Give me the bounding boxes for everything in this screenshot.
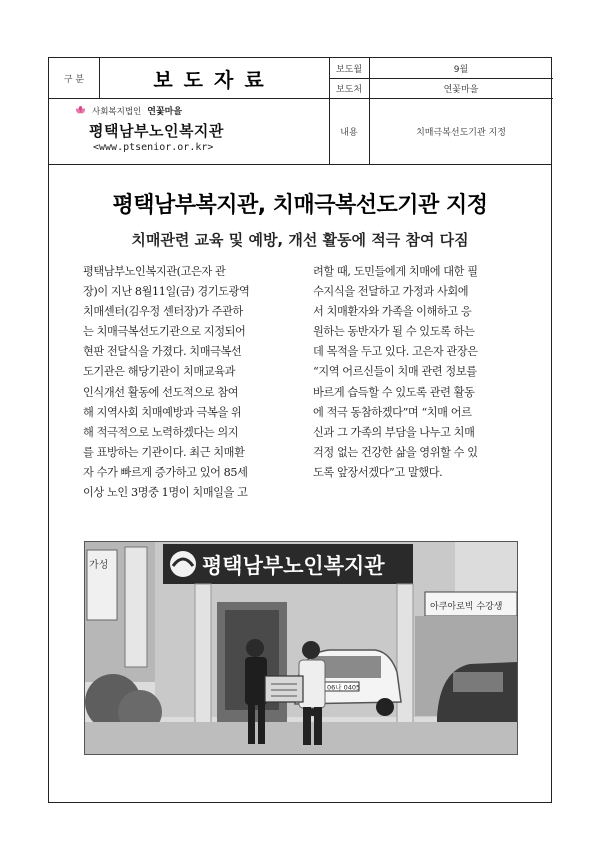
photo-illustration (85, 542, 517, 754)
text-line: 에 적극 동참하겠다”며 “치매 어르 (313, 405, 472, 419)
text-line: 를 표방하는 기관이다. 최근 치매환 (83, 445, 245, 459)
content-label: 내용 (340, 127, 358, 138)
press-release-header-table (48, 57, 552, 165)
organization-block (49, 98, 329, 164)
text-line: 데 목적을 두고 있다. 고은자 관장은 (313, 345, 478, 359)
document-type-title: 보도자료 (153, 67, 275, 92)
foundation-prefix: 사회복지법인 (92, 106, 142, 117)
article-column-left (83, 262, 297, 503)
text-line: 서 치매환자와 가족을 이해하고 응 (313, 305, 472, 319)
side-sign-text: 가성 (89, 560, 109, 571)
organization-url: <www.ptsenior.or.kr> (93, 142, 214, 153)
text-line: 장)이 지난 8월11일(금) 경기도광역 (83, 285, 250, 299)
plaque-ceremony-photo (84, 541, 518, 755)
text-line: 도록 앞장서겠다”고 말했다. (313, 465, 443, 479)
text-line: 이상 노인 3명중 1명이 치매일을 고 (83, 486, 248, 500)
text-line: 평택남부노인복지관(고은자 관 (83, 265, 226, 278)
right-sign-text: 아쿠아로빅 수강생 (430, 602, 503, 612)
car-plate-text: 06나 0405 (327, 683, 361, 692)
text-line: 수지식을 전달하고 가정과 사회에 (313, 285, 469, 299)
text-line: 자 수가 빠르게 증가하고 있어 85세 (83, 465, 248, 479)
content-value: 치매극복선도기관 지정 (416, 127, 506, 138)
foundation-name: 연꽃마을 (147, 107, 183, 117)
lotus-logo-icon (75, 105, 86, 116)
building-sign-text: 평택남부노인복지관 (202, 554, 385, 578)
release-source-label: 보도처 (335, 84, 363, 95)
release-month-value: 9월 (453, 64, 469, 75)
article-column-right (313, 262, 527, 483)
text-line: 바르게 습득할 수 있도록 관련 활동 (313, 385, 475, 399)
article-subheadline: 치매관련 교육 및 예방, 개선 활동에 적극 참여 다짐 (131, 231, 469, 249)
text-line: 원하는 동반자가 될 수 있도록 하는 (313, 325, 475, 339)
category-label: 구 분 (63, 74, 85, 85)
text-line: 현판 전달식을 가졌다. 치매극복선 (83, 345, 242, 359)
text-line: 걱정 없는 건강한 삶을 영위할 수 있 (313, 445, 478, 459)
text-line: 신과 그 가족의 부담을 나누고 치매 (313, 425, 475, 439)
text-line: 인식개선 활동에 선도적으로 참여 (83, 385, 239, 399)
text-line: 도기관은 해당기관이 치매교육과 (83, 365, 236, 379)
text-line: 는 치매극복선도기관으로 지정되어 (83, 325, 246, 339)
release-month-label: 보도월 (335, 64, 363, 75)
foundation-line (75, 104, 182, 117)
text-line: “지역 어르신들이 치매 관련 정보를 (313, 365, 477, 379)
text-line: 려할 때, 도민들에게 치매에 대한 필 (313, 265, 478, 278)
text-line: 해 적극적으로 노력하겠다는 의지 (83, 425, 239, 439)
article-headline: 평택남부복지관, 치매극복선도기관 지정 (112, 193, 488, 218)
text-line: 해 지역사회 치매예방과 극복을 위 (83, 405, 242, 419)
release-source-value: 연꽃마을 (443, 84, 479, 95)
text-line: 치매센터(김우정 센터장)가 주관하 (83, 305, 243, 319)
organization-name: 평택남부노인복지관 (89, 122, 224, 140)
